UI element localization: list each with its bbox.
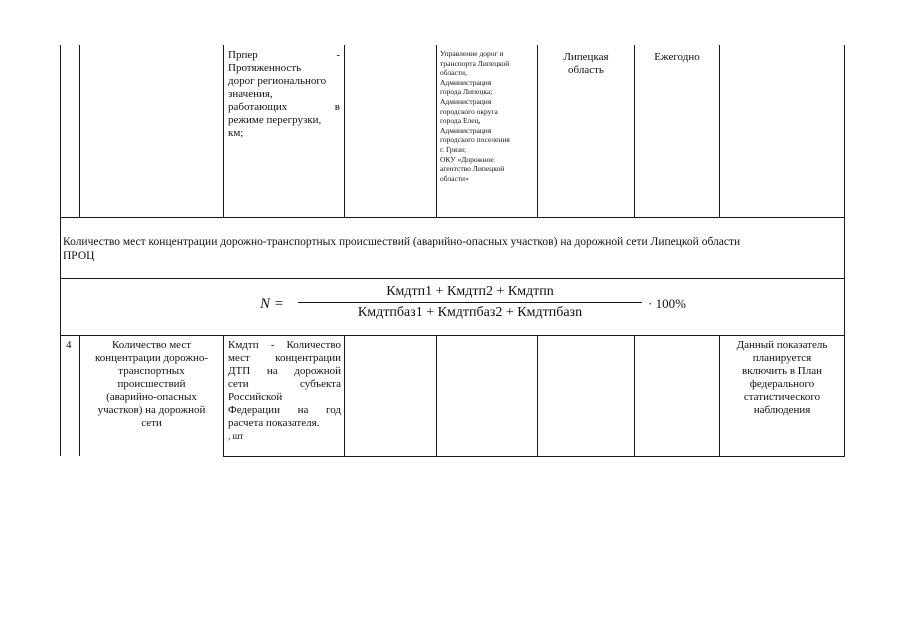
text-line: дорог регионального [228,75,327,87]
text-line: область [568,64,604,76]
section-header [63,235,843,263]
row-divider-row4 [60,335,845,336]
text-line: участков) на дорожной [97,404,206,416]
formula [60,283,844,331]
text-line: Управление дорог и [440,49,504,58]
row4-col-divider-3 [344,335,345,456]
text-line: , шт [228,431,244,441]
col-divider-6 [634,45,635,217]
formula-denominator: Кмдтпбаз1 + Кмдтпбаз2 + Кмдтпбазn [357,305,583,320]
col-divider-3 [344,45,345,217]
text-line: Кмдтп - Количество [228,339,341,351]
text-line: - [336,49,340,61]
col-divider-1 [79,45,80,217]
formula-fraction [298,284,642,321]
row4-number: 4 [66,339,72,351]
table-border-left [60,45,61,456]
text-line: ОКУ «Дорожное [440,154,494,164]
text-line: агентство Липецкой [440,164,505,174]
text-line: Данный показатель [736,339,828,351]
section-header-code: ПРОЦ [63,250,95,262]
text-line: км; [228,127,244,139]
text-line: концентрации дорожно- [94,352,209,364]
text-line: г. Грязи; [440,144,467,154]
text-line: в [334,101,340,113]
formula-lhs: N = [260,296,284,312]
text-line: ДТП на дорожной [228,365,341,377]
cell-frequency: Ежегодно [654,51,700,63]
text-line: федерального [749,378,815,390]
text-line: области, [440,68,467,78]
row4-indicator-name [81,339,222,430]
table-border-right [844,45,845,456]
row4-col-divider-2 [223,335,224,456]
text-line: происшествий [117,378,186,390]
cell-definition-bottom [223,456,845,457]
text-line: Администрация [440,77,492,87]
cell-responsible [440,49,535,183]
text-line: планируется [752,352,812,364]
formula-multiplier: · 100% [648,296,686,311]
col-divider-4 [436,45,437,217]
text-line: сети субъекта [228,378,341,390]
text-line: Количество мест [111,339,192,351]
col-divider-7 [719,45,720,217]
cell-indicator-definition [228,49,340,140]
text-line: города Липецка; [440,87,493,97]
text-line: включить в План [742,365,822,377]
text-line: области» [440,173,469,183]
text-line: Администрация [440,96,492,106]
text-line: расчета показателя. [228,417,320,429]
row-divider-formula [60,278,845,279]
text-line: транспорта Липецкой [440,58,510,68]
formula-fraction-bar [298,302,642,303]
row4-col-divider-6 [634,335,635,456]
text-line: Федерации на год [228,404,341,416]
section-header-line: Количество мест концентрации дорожно-транспортных происшествий (аварийно-опасных участков) на дорожной сети Липецкой области [63,236,741,248]
text-line: мест концентрации [228,352,341,364]
text-line: режиме перегрузки, [228,114,322,126]
cell-territory [538,51,634,77]
text-line: городского округа [440,106,498,116]
row-divider-top [60,217,845,218]
row4-col-divider-1 [79,335,80,456]
text-line: сети [141,417,162,429]
text-line: Прпер [228,49,258,61]
text-line: городского поселения [440,135,510,145]
formula-numerator: Кмдтп1 + Кмдтп2 + Кмдтпn [386,284,554,299]
text-line: Липецкая [563,51,609,63]
text-line: (аварийно-опасных [106,391,197,403]
text-line: транспортных [118,365,185,377]
row4-col-divider-7 [719,335,720,456]
text-line: Администрация [440,125,492,135]
row4-col-divider-4 [436,335,437,456]
text-line: статистического [743,391,821,403]
text-line: наблюдения [753,404,811,416]
row4-note [722,339,842,417]
col-divider-2 [223,45,224,217]
text-line: Российской [228,391,283,403]
text-line: работающих [228,101,288,113]
text-line: города Елец, [440,116,481,126]
row4-definition [228,339,341,443]
row4-col-divider-5 [537,335,538,456]
text-line: значения, [228,88,273,100]
text-line: Протяженность [228,62,302,74]
